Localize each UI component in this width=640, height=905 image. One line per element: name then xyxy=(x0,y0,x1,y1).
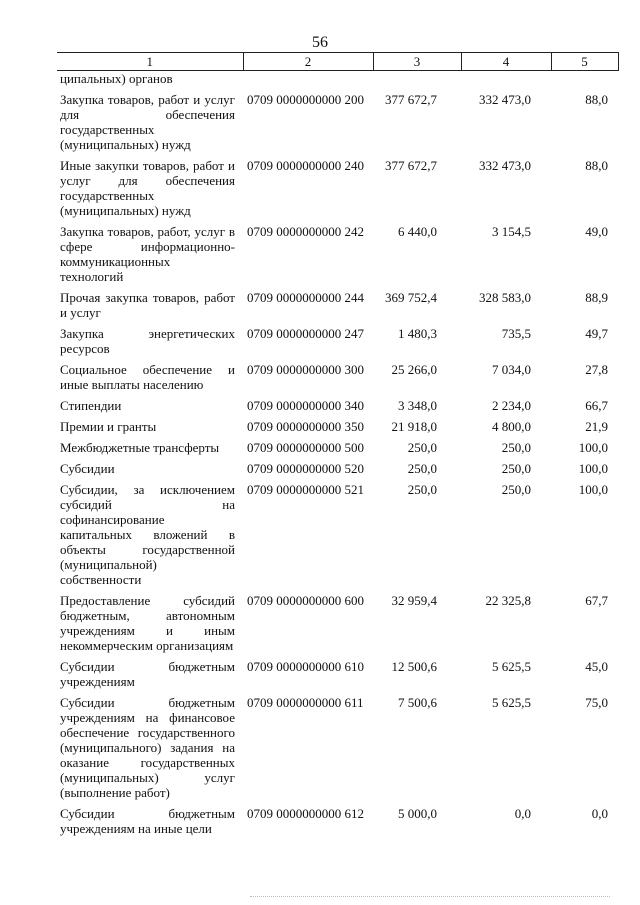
row-name: Стипендии xyxy=(60,398,122,413)
row-name: Социальное обеспечение и иные выплаты населению xyxy=(60,362,235,392)
row-name: Закупка товаров, работ и услуг для обеспечения государственных (муниципальных) нужд xyxy=(60,92,235,152)
row-plan: 5 000,0 xyxy=(398,806,437,821)
row-actual: 7 034,0 xyxy=(492,362,531,377)
row-plan: 250,0 xyxy=(407,482,437,497)
table-row xyxy=(57,362,618,398)
table-header xyxy=(57,53,618,71)
table-row xyxy=(57,440,618,461)
row-name: Субсидии xyxy=(60,461,115,476)
table-row xyxy=(57,224,618,290)
table-row xyxy=(57,593,618,659)
table-row xyxy=(57,71,618,93)
row-actual: 250,0 xyxy=(501,482,531,497)
row-percent: 49,7 xyxy=(585,326,608,341)
row-plan: 12 500,6 xyxy=(391,659,437,674)
row-actual: 250,0 xyxy=(501,461,531,476)
row-code: 0709 0000000000 340 xyxy=(247,398,364,413)
row-actual: 250,0 xyxy=(501,440,531,455)
table-row xyxy=(57,482,618,593)
row-actual: 328 583,0 xyxy=(479,290,531,305)
table-body xyxy=(57,71,618,843)
row-name: Предоставление субсидий бюджетным, автономным учреждениям и иным некоммерческим организациям xyxy=(60,593,235,653)
row-percent: 88,0 xyxy=(585,158,608,173)
row-code: 0709 0000000000 247 xyxy=(247,326,364,341)
row-plan: 6 440,0 xyxy=(398,224,437,239)
table-row xyxy=(57,659,618,695)
row-actual: 5 625,5 xyxy=(492,659,531,674)
row-plan xyxy=(373,71,461,93)
row-plan: 377 672,7 xyxy=(385,158,437,173)
row-plan: 369 752,4 xyxy=(385,290,437,305)
table-row xyxy=(57,695,618,806)
page-number: 56 xyxy=(312,34,328,51)
row-code: 0709 0000000000 244 xyxy=(247,290,364,305)
row-code: 0709 0000000000 500 xyxy=(247,440,364,455)
row-plan: 21 918,0 xyxy=(391,419,437,434)
row-actual xyxy=(461,71,551,93)
row-name: Премии и гранты xyxy=(60,419,157,434)
row-percent: 67,7 xyxy=(585,593,608,608)
row-plan: 250,0 xyxy=(407,440,437,455)
header-col-1: 1 xyxy=(57,53,243,71)
row-code: 0709 0000000000 521 xyxy=(247,482,364,497)
table-row xyxy=(57,461,618,482)
header-col-2: 2 xyxy=(243,53,373,71)
row-plan: 250,0 xyxy=(407,461,437,476)
row-actual: 4 800,0 xyxy=(492,419,531,434)
row-percent: 49,0 xyxy=(585,224,608,239)
table-row xyxy=(57,92,618,158)
row-code: 0709 0000000000 350 xyxy=(247,419,364,434)
row-plan: 7 500,6 xyxy=(398,695,437,710)
page-footer-rule xyxy=(250,896,610,898)
row-plan: 32 959,4 xyxy=(391,593,437,608)
row-percent: 88,9 xyxy=(585,290,608,305)
row-code: 0709 0000000000 611 xyxy=(247,695,364,710)
row-actual: 0,0 xyxy=(514,806,531,821)
row-name: ципальных) органов xyxy=(60,71,173,86)
row-percent: 100,0 xyxy=(578,440,608,455)
row-code: 0709 0000000000 242 xyxy=(247,224,364,239)
row-code: 0709 0000000000 200 xyxy=(247,92,364,107)
row-percent: 66,7 xyxy=(585,398,608,413)
row-percent: 75,0 xyxy=(585,695,608,710)
row-code: 0709 0000000000 240 xyxy=(247,158,364,173)
row-percent: 100,0 xyxy=(578,461,608,476)
row-code xyxy=(243,71,373,93)
row-plan: 1 480,3 xyxy=(398,326,437,341)
row-plan: 377 672,7 xyxy=(385,92,437,107)
table-row xyxy=(57,326,618,362)
row-code: 0709 0000000000 600 xyxy=(247,593,364,608)
row-percent xyxy=(551,71,618,93)
row-name: Закупка энергетических ресурсов xyxy=(60,326,235,356)
row-name: Субсидии, за исключением субсидий на софинансирование капитальных вложений в объекты государственной (муниципальной) собственности xyxy=(60,482,235,587)
row-actual: 22 325,8 xyxy=(485,593,531,608)
row-percent: 0,0 xyxy=(591,806,608,821)
row-percent: 45,0 xyxy=(585,659,608,674)
row-name: Субсидии бюджетным учреждениям на иные цели xyxy=(60,806,235,836)
row-name: Субсидии бюджетным учреждениям на финансовое обеспечение государственного (муниципального) задания на оказание государственных (муниципальных) услуг (выполнение работ) xyxy=(60,695,235,800)
row-name: Межбюджетные трансферты xyxy=(60,440,220,455)
row-percent: 88,0 xyxy=(585,92,608,107)
row-actual: 3 154,5 xyxy=(492,224,531,239)
table-row xyxy=(57,398,618,419)
table-row xyxy=(57,290,618,326)
row-name: Иные закупки товаров, работ и услуг для обеспечения государственных (муниципальных) нужд xyxy=(60,158,235,218)
table-row xyxy=(57,158,618,224)
table-row xyxy=(57,419,618,440)
row-actual: 2 234,0 xyxy=(492,398,531,413)
row-actual: 332 473,0 xyxy=(479,158,531,173)
row-code: 0709 0000000000 612 xyxy=(247,806,364,821)
row-actual: 5 625,5 xyxy=(492,695,531,710)
row-percent: 27,8 xyxy=(585,362,608,377)
row-name: Закупка товаров, работ, услуг в сфере информационно-коммуникационных технологий xyxy=(60,224,235,284)
row-actual: 735,5 xyxy=(501,326,531,341)
budget-table xyxy=(57,52,619,842)
row-name: Субсидии бюджетным учреждениям xyxy=(60,659,235,689)
row-code: 0709 0000000000 300 xyxy=(247,362,364,377)
row-code: 0709 0000000000 520 xyxy=(247,461,364,476)
row-percent: 21,9 xyxy=(585,419,608,434)
row-name: Прочая закупка товаров, работ и услуг xyxy=(60,290,235,320)
row-actual: 332 473,0 xyxy=(479,92,531,107)
table-row xyxy=(57,806,618,842)
row-percent: 100,0 xyxy=(578,482,608,497)
row-plan: 3 348,0 xyxy=(398,398,437,413)
row-code: 0709 0000000000 610 xyxy=(247,659,364,674)
header-col-5: 5 xyxy=(551,53,618,71)
header-col-4: 4 xyxy=(461,53,551,71)
header-col-3: 3 xyxy=(373,53,461,71)
row-plan: 25 266,0 xyxy=(391,362,437,377)
